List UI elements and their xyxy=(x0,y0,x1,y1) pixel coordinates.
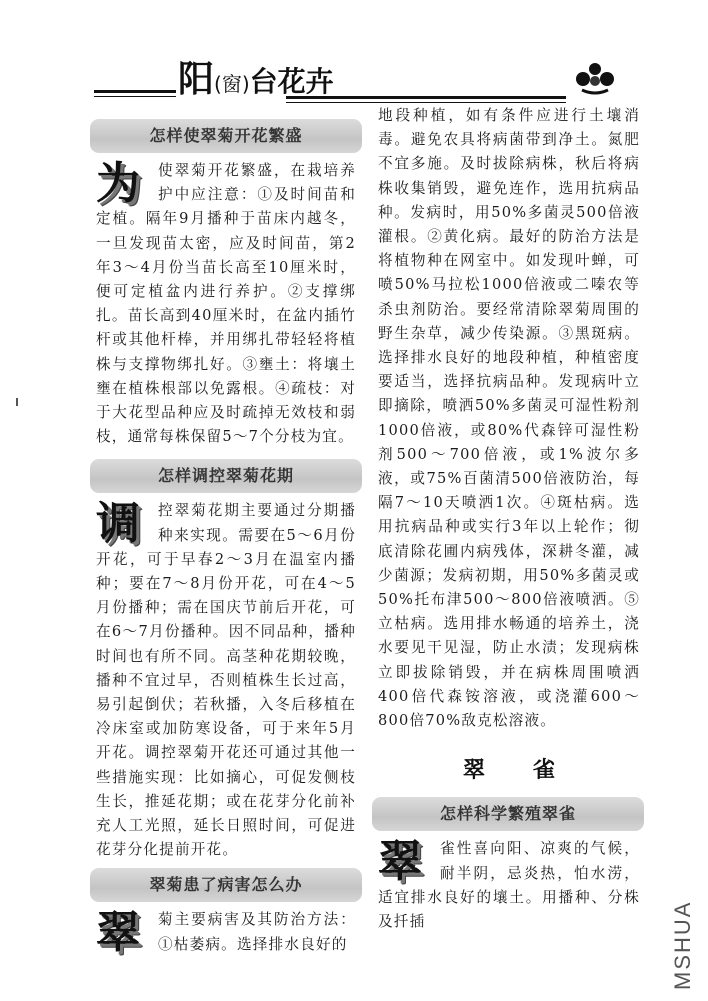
header-title-paren: (窗) xyxy=(214,72,250,96)
article-text: 使翠菊开花繁盛，在栽培养护中应注意：①及时间苗和定植。隔年9月播种于苗床内越冬，一旦发现苗太密，应及时间苗，第2年3～4月份当苗长高至10厘米时，便可定植盆内进行养护。②支撑绑扎。苗长高到40厘米时，在盆内插竹杆或其他杆棒，并用绑扎带轻轻将植株与支撑物绑扎好。③壅土：将壤土壅在植株根部以免露根。④疏枝：对于大花型品种应及时疏掉无效枝和弱枝，通常每株保留5～7个分枝为宜。 xyxy=(96,162,356,446)
header-rule-left xyxy=(94,90,176,93)
article-body xyxy=(96,499,356,862)
article-text: 菊主要病害及其防治方法：①枯萎病。选择排水良好的 xyxy=(158,911,356,953)
article-body xyxy=(378,837,640,934)
drop-cap: 翠 xyxy=(96,907,142,959)
header-title-big: 阳 xyxy=(178,59,215,100)
article-body xyxy=(96,907,356,959)
article-body xyxy=(96,159,356,449)
header-rule-right xyxy=(286,96,566,99)
drop-cap: 调 xyxy=(96,498,142,550)
scan-mark xyxy=(16,398,18,406)
section-title: 翠雀 xyxy=(462,758,603,784)
page-header xyxy=(86,60,638,104)
article-banner: 怎样科学繁殖翠雀 xyxy=(372,797,644,831)
header-rule-left-thin xyxy=(94,96,176,97)
flower-ornament-icon xyxy=(570,60,620,100)
left-column xyxy=(96,115,356,957)
header-rule-right-thin xyxy=(286,102,566,103)
right-column xyxy=(378,104,640,934)
drop-cap: 为 xyxy=(96,158,142,209)
header-title-rest: 台花卉 xyxy=(249,65,334,98)
drop-cap: 翠 xyxy=(378,836,424,888)
article-text: 控翠菊花期主要通过分期播种来实现。需要在5～6月份开花，可于早春2～3月在温室内播种；要在7～8月份开花，可在4～5月份播种；需在国庆节前后开花，可在6～7月份播种。因不同品种，播种时间也有所不同。高茎种花期较晚，播种不宜过早，否则植株生长过高，易引起倒伏；若秋播，入冬后移植在冷床室或加防寒设备，可于来年5月开花。调控翠菊开花还可通过其他一些措施实现：比如摘心，可促发侧枝生长，推延花期；或在花芽分化前补充人工光照，延长日照时间，可促进花芽分化提前开花。 xyxy=(96,502,356,859)
article-banner: 怎样使翠菊开花繁盛 xyxy=(90,119,362,153)
watermark: MSHUA xyxy=(670,900,695,990)
article-banner: 翠菊患了病害怎么办 xyxy=(90,868,362,902)
article-banner: 怎样调控翠菊花期 xyxy=(90,459,362,493)
article-body-continued: 地段种植，如有条件应进行土壤消毒。避免农具将病菌带到净土。氮肥不宜多施。及时拔除病株，秋后将病株收集销毁，避免连作，选用抗病品种。发病时，用50%多菌灵500倍液灌根。②黄化病。最好的防治方法是将植物种在网室中。如发现叶蝉，可喷50%马拉松1000倍液或二嗪农等杀虫剂防治。要经常清除翠菊周围的野生杂草，减少传染源。③黑斑病。选择排水良好的地段种植，种植密度要适当，选择抗病品种。发现病叶立即摘除，喷洒50%多菌灵可湿性粉剂1000倍液，或80%代森锌可湿性粉剂500～700倍液，或1%波尔多液，或75%百菌清500倍液防治，每隔7～10天喷洒1次。④斑枯病。选用抗病品种或实行3年以上轮作；彻底清除花圃内病残体，深耕冬灌，减少菌源；发病初期，用50%多菌灵或50%托布津500～800倍液喷洒。⑤立枯病。选用排水畅通的培养土，浇水要见干见湿，防止水渍；发现病株立即拔除销毁，并在病株周围喷洒400倍代森铵溶液，或浇灌600～800倍70%敌克松溶液。 xyxy=(378,107,640,730)
article-text: 雀性喜向阳、凉爽的气候，耐半阴，忌炎热，怕水涝，适宜排水良好的壤土。用播种、分株及扦插 xyxy=(378,840,640,931)
